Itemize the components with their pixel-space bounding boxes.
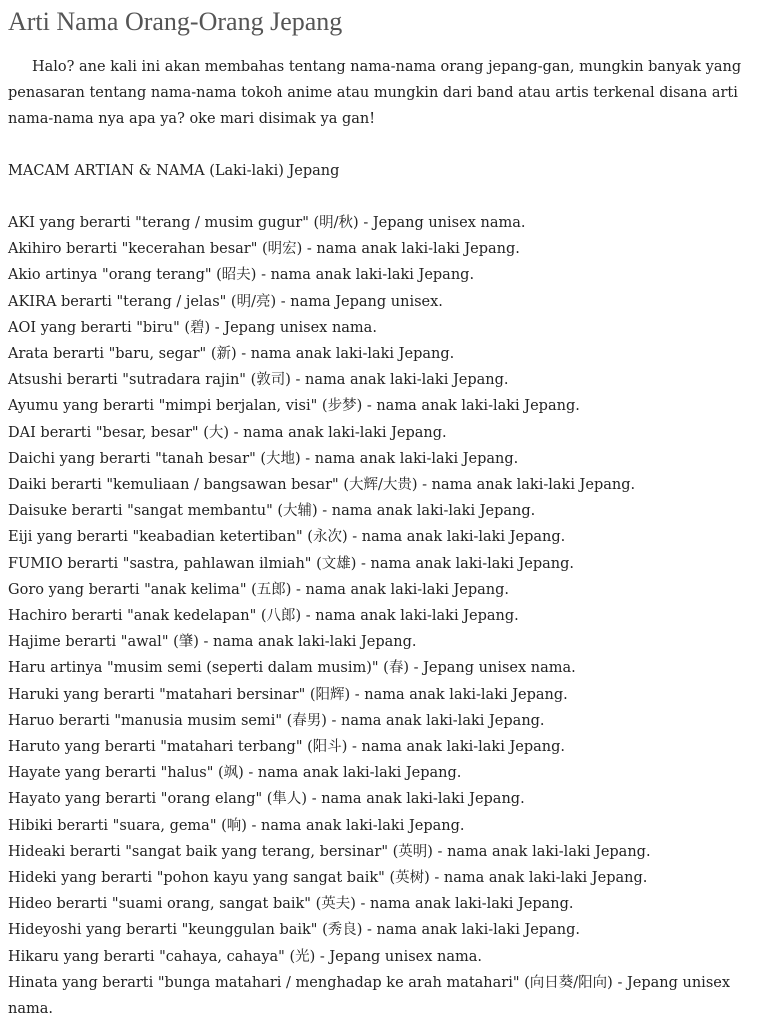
name-entry: Haruo berarti "manusia musim semi" (春男) - nama anak laki-laki Jepang. [8,712,545,729]
name-entry: Hikaru yang berarti "cahaya, cahaya" (光) - Jepang unisex nama. [8,948,483,965]
name-entry: Hideki yang berarti "pohon kayu yang sangat baik" (英树) - nama anak laki-laki Jepang. [8,870,648,887]
name-entry: Atsushi berarti "sutradara rajin" (敦司) - nama anak laki-laki Jepang. [8,372,509,389]
name-entry: Haruto yang berarti "matahari terbang" (阳斗) - nama anak laki-laki Jepang. [8,739,566,756]
article-title: Arti Nama Orang-Orang Jepang [8,7,343,36]
name-entry: AKI yang berarti "terang / musim gugur" (明/秋) - Jepang unisex nama. [8,215,526,231]
name-entry: Hideyoshi yang berarti "keunggulan baik" (秀良) - nama anak laki-laki Jepang. [8,922,580,939]
name-entry: Hinata yang berarti "bunga matahari / menghadap ke arah matahari" (向日葵/阳向) - Jepang unisex nama. [8,974,731,1018]
name-entry: Hibiki berarti "suara, gema" (响) - nama anak laki-laki Jepang. [8,817,465,834]
name-entry: Daichi yang berarti "tanah besar" (大地) - nama anak laki-laki Jepang. [8,450,519,467]
name-entry: Akihiro berarti "kecerahan besar" (明宏) - nama anak laki-laki Jepang. [8,241,520,258]
name-entry: DAI berarti "besar, besar" (大) - nama anak laki-laki Jepang. [8,424,447,441]
name-entry: AKIRA berarti "terang / jelas" (明/亮) - nama Jepang unisex. [8,293,443,310]
name-entry: Akio artinya "orang terang" (昭夫) - nama anak laki-laki Jepang. [8,267,475,284]
name-entry: Daiki berarti "kemuliaan / bangsawan besar" (大辉/大贵) - nama anak laki-laki Jepang. [8,477,636,494]
intro-paragraph: Halo? ane kali ini akan membahas tentang nama-nama orang jepang-gan, mungkin banyak yang penasaran tentang nama-nama tokoh anime atau mungkin dari band atau artis terkenal disana arti nama-nama nya apa ya? oke mari disimak ya gan! [8,59,742,127]
name-entry: Haru artinya "musim semi (seperti dalam musim)" (春) - Jepang unisex nama. [8,660,576,677]
name-entry: Haruki yang berarti "matahari bersinar" (阳辉) - nama anak laki-laki Jepang. [8,686,568,703]
name-entry: Hachiro berarti "anak kedelapan" (八郎) - nama anak laki-laki Jepang. [8,608,519,625]
name-entry: Ayumu yang berarti "mimpi berjalan, visi" (步梦) - nama anak laki-laki Jepang. [8,398,580,415]
name-entry: Hayate yang berarti "halus" (飒) - nama anak laki-laki Jepang. [8,765,462,782]
name-entry: FUMIO berarti "sastra, pahlawan ilmiah" (文雄) - nama anak laki-laki Jepang. [8,555,575,572]
name-entry: Goro yang berarti "anak kelima" (五郎) - nama anak laki-laki Jepang. [8,581,510,598]
name-entry: Eiji yang berarti "keabadian ketertiban" (永次) - nama anak laki-laki Jepang. [8,529,566,546]
name-entry: Hideo berarti "suami orang, sangat baik" (英夫) - nama anak laki-laki Jepang. [8,896,574,913]
section-heading: MACAM ARTIAN & NAMA (Laki-laki) Jepang [8,163,340,179]
name-list [8,210,756,1022]
name-entry: Hayato yang berarti "orang elang" (隼人) - nama anak laki-laki Jepang. [8,791,525,808]
name-entry: Arata berarti "baru, segar" (新) - nama anak laki-laki Jepang. [8,346,455,363]
name-entry: Hideaki berarti "sangat baik yang terang, bersinar" (英明) - nama anak laki-laki Jepang. [8,843,651,860]
name-entry: Daisuke berarti "sangat membantu" (大辅) - nama anak laki-laki Jepang. [8,503,536,520]
name-entry: Hajime berarti "awal" (肇) - nama anak laki-laki Jepang. [8,634,417,651]
name-entry: AOI yang berarti "biru" (碧) - Jepang unisex nama. [8,319,377,336]
